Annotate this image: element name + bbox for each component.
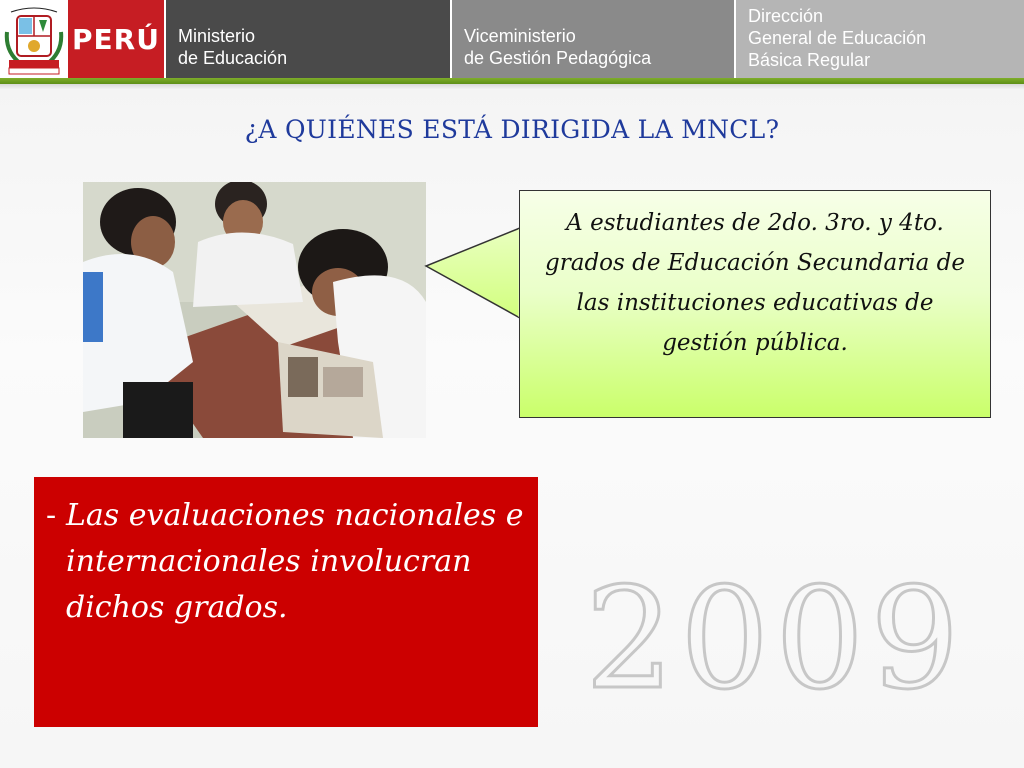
directorate-line-2: General de Educación <box>748 28 927 48</box>
peru-coat-of-arms-icon <box>3 2 65 76</box>
slide-title: ¿A QUIÉNES ESTÁ DIRIGIDA LA MNCL? <box>244 115 780 144</box>
students-reading-photo <box>83 182 426 438</box>
ministry-line-1: Ministerio <box>178 26 256 46</box>
viceministry-line-1: Viceministerio <box>464 26 576 46</box>
red-note-text: Las evaluaciones nacionales e internacionales involucran dichos grados. <box>66 498 524 625</box>
red-note-box <box>34 477 538 727</box>
ministry-block <box>166 0 450 78</box>
ministry-line-2: de Educación <box>178 48 288 68</box>
directorate-block <box>736 0 1024 78</box>
viceministry-block <box>452 0 734 78</box>
header-shadow <box>0 84 1024 90</box>
directorate-line-1: Dirección <box>748 6 824 26</box>
header-banner <box>0 0 1024 80</box>
callout-box <box>519 190 991 418</box>
directorate-line-3: Básica Regular <box>748 50 871 70</box>
bullet-dash: - <box>46 498 57 533</box>
peru-label-block <box>68 0 164 78</box>
country-label: PERÚ <box>72 22 160 56</box>
viceministry-line-2: de Gestión Pedagógica <box>464 48 652 68</box>
callout-text: A estudiantes de 2do. 3ro. y 4to. grados de Educación Secundaria de las instituciones educativas de gestión pública. <box>545 210 965 356</box>
year-watermark: 2009 <box>585 558 966 721</box>
